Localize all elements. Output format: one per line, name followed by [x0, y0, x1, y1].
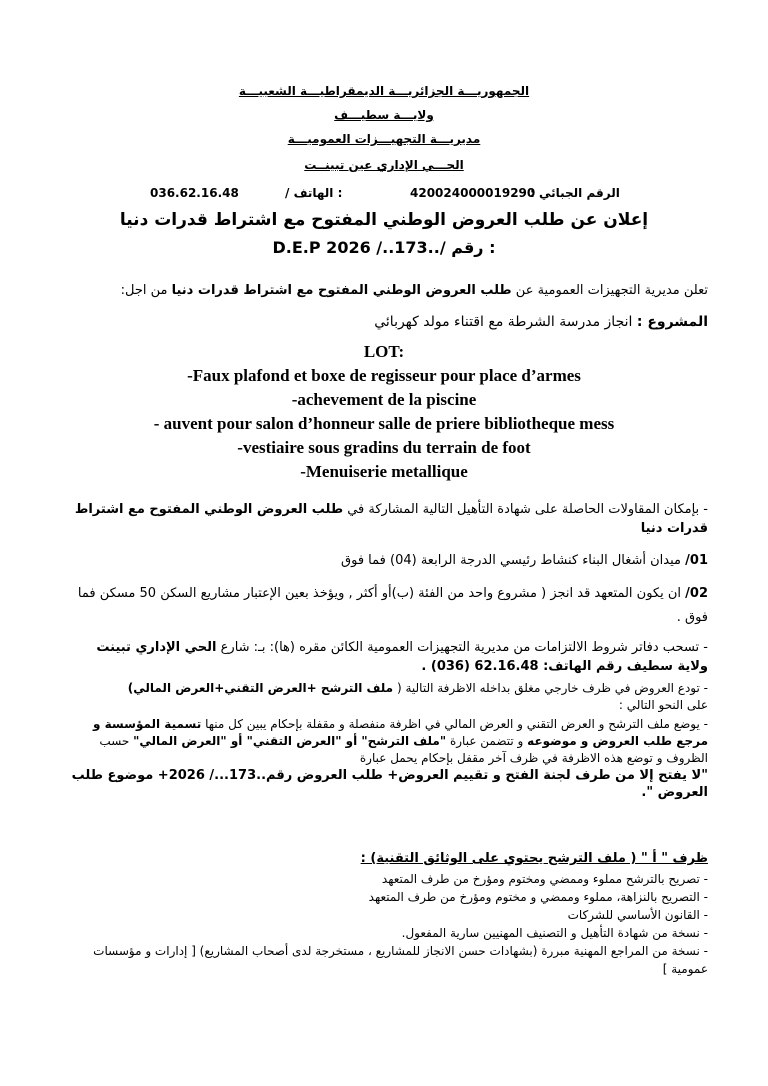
criterion-text: ميدان أشغال البناء كنشاط رئيسي الدرجة الرابعة (04) فما فوق: [341, 553, 682, 568]
fiscal-label: الرقم الجبائي :: [530, 186, 620, 200]
criterion-1: [68, 552, 708, 569]
eligibility-text: - بإمكان المقاولات الحاصلة على شهادة التأهيل التالية المشاركة في: [347, 502, 708, 517]
header-directorate: مديريـــة التجهيـــزات العموميـــة: [287, 132, 481, 146]
eligibility-paragraph: [68, 500, 708, 538]
lot-item: -achevement de la piscine: [291, 390, 477, 409]
phone-value: 036.62.16.48: [150, 186, 239, 200]
deposit-manner: على النحو التالي :: [618, 698, 708, 712]
envelope-documents-list: [68, 870, 708, 978]
document-item: - تصريح بالترشح مملوء وممضي ومختوم ومؤرخ من طرف المتعهد: [381, 872, 708, 886]
intro-text: تعلن مديرية التجهيزات العمومية عن: [515, 283, 708, 298]
envelope-a-title: ظرف " أ " ( ملف الترشح يحتوي على الوثائق التقنية) :: [360, 851, 708, 866]
intro-tender-type: طلب العروض الوطني المفتوح مع اشتراط قدرات دنيا: [171, 283, 512, 298]
criterion-text: ان يكون المتعهد قد انجز ( مشروع واحد من الفئة (ب)أو أكثر , ويؤخذ بعين الإعتبار مشاريع السكن 50 مسكن فما فوق .: [77, 586, 708, 625]
deposit-text: - تودع العروض في ظرف خارجي مغلق بداخله الاظرفة التالية (: [396, 681, 708, 695]
placement-envelope-labels: "ملف الترشح" أو "العرض التقني" أو "العرض المالي": [133, 734, 447, 748]
document-item: - نسخة من المراجع المهنية مبررة (بشهادات حسن الانجاز للمشاريع ، مستخرجة لدى أصحاب المشاريع) [ إدارات و مؤسسات عمومية ]: [93, 944, 708, 976]
fiscal-value: 420024000019290: [410, 186, 536, 200]
lot-item: -Menuiserie metallique: [300, 462, 468, 481]
document-item: - التصريح بالنزاهة، مملوء وممضي و مختوم ومؤرخ من طرف المتعهد: [368, 890, 708, 904]
deposit-paragraph: [68, 680, 708, 714]
withdraw-address: الحي الإداري تبينت ولاية سطيف رقم الهاتف: 62.16.48 (036) .: [96, 640, 708, 674]
placement-text: و تتضمن عبارة: [449, 734, 524, 748]
envelope-heading: [68, 850, 708, 867]
identification-row: [150, 186, 620, 204]
intro-purpose: من اجل:: [120, 283, 168, 298]
placement-company-ref: تسمية المؤسسة و مرجع طلب العروض و موضوعه: [93, 717, 708, 748]
lots-heading: LOT:: [363, 342, 405, 361]
intro-paragraph: [68, 282, 708, 299]
number-prefix: رقم :: [451, 238, 496, 257]
lots-list: [0, 340, 768, 484]
deposit-envelopes: ملف الترشح +العرض التقني+العرض المالي): [127, 681, 394, 695]
document-item: - نسخة من شهادة التأهيل و التصنيف المهنيين سارية المفعول.: [401, 926, 708, 940]
criterion-number: 01/: [685, 553, 708, 568]
header-address: الحـــي الإداري عين تبينــت: [304, 158, 464, 172]
withdraw-text: - تسحب دفاتر شروط الالتزامات من مديرية التجهيزات العمومية الكائن مقره (ها): بـ: شارع: [220, 640, 708, 655]
criterion-number: 02/: [685, 586, 708, 601]
placement-paragraph: [68, 716, 708, 801]
withdraw-paragraph: [68, 638, 708, 676]
number-value: D.E.P 2026 /..173../: [272, 238, 446, 257]
document-item: - القانون الأساسي للشركات: [567, 908, 708, 922]
placement-text: - يوضع ملف الترشح و العرض التقني و العرض المالي في اظرفة منفصلة و مقفلة بإحكام يبين كل منها: [205, 717, 708, 731]
project-value: انجاز مدرسة الشرطة مع اقتناء مولد كهربائي: [374, 314, 633, 330]
eligibility-tender-type: طلب العروض الوطني المفتوح مع اشتراط قدرات دنيا: [74, 502, 708, 536]
project-line: [68, 314, 708, 331]
lot-item: -vestiaire sous gradins du terrain de foot: [237, 438, 531, 457]
lot-item: -Faux plafond et boxe de regisseur pour place d’armes: [187, 366, 581, 385]
project-label: المشروع :: [636, 314, 708, 330]
announcement-number: [0, 238, 768, 257]
announcement-title: إعلان عن طلب العروض الوطني المفتوح مع اشتراط قدرات دنيا: [119, 210, 649, 230]
placement-opening-note: "لا يفتح إلا من طرف لجنة الفتح و تقييم العروض+ طلب العروض رقم..173.../ 2026+ موضوع طلب العروض ".: [71, 768, 708, 800]
criterion-2: [68, 582, 708, 630]
placement-text: حسب الظروف و توضع هذه الاظرفة في ظرف آخر مقفل بإحكام يحمل عبارة: [99, 734, 708, 765]
lot-item: - auvent pour salon d’honneur salle de priere bibliotheque mess: [153, 414, 615, 433]
header-wilaya: ولايـــة سطيـــف: [334, 108, 434, 122]
phone-label: / الهاتف :: [285, 186, 343, 200]
header-republic: الجمهوريـــة الجزائريـــة الديمقراطيـــة الشعبيـــة: [238, 84, 530, 98]
